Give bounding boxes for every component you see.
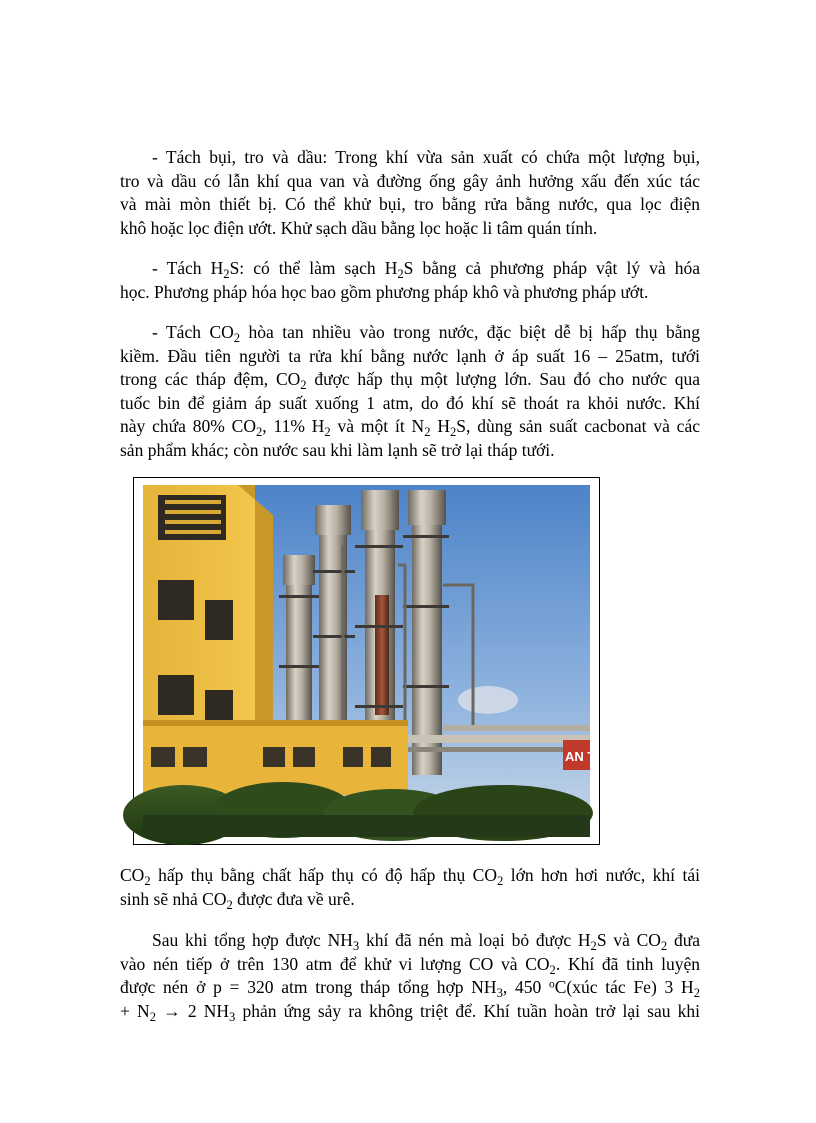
text-line: - Tách bụi, tro và dầu: Trong khí vừa sản xuất có chứa một lượng bụi, xyxy=(152,147,700,167)
photo-frame xyxy=(133,477,600,845)
text-line: - Tách $CO_2$ hòa tan nhiều vào trong nước, đặc biệt dễ bị hấp thụ bằng xyxy=(152,322,700,345)
text-line: học. Phương pháp hóa học bao gồm phương pháp khô và phương pháp ướt. xyxy=(120,281,649,302)
paragraph-dust-removal xyxy=(120,146,700,240)
text-line: kiềm. Đầu tiên người ta rửa khí bằng nước lạnh ở áp suất 16 – 25atm, tưới xyxy=(120,345,700,366)
text-line: tuốc bin để giảm áp suất xuống 1 atm, do đó khí sẽ thoát ra khỏi nước. Khí xyxy=(120,392,700,413)
text-line: khô hoặc lọc điện ướt. Khử sạch dầu bằng lọc hoặc li tâm quán tính. xyxy=(120,217,598,238)
text-line: tro và dầu có lẫn khí qua van và đường ống gây ảnh hưởng xấu đến xúc tác xyxy=(120,170,700,191)
text-line: vào nén tiếp ở trên 130 atm để khử vi lượng CO và $CO_2$. Khí đã tinh luyện xyxy=(120,953,700,977)
paragraph-co2-absorption xyxy=(120,864,700,911)
text-line: Sau khi tổng hợp được $NH_3$ khí đã nén mà loại bỏ được $H_2S$ và $CO_2$ đưa xyxy=(152,930,700,953)
sign-text: AN T xyxy=(565,749,596,764)
industrial-plant-photo xyxy=(143,485,596,837)
text-line: sản phẩm khác; còn nước sau khi làm lạnh sẽ trở lại tháp tưới. xyxy=(120,439,555,460)
text-line: trong các tháp đệm, $CO_2$ được hấp thụ một lượng lớn. Sau đó cho nước qua xyxy=(120,369,701,392)
text-line: được nén ở p = 320 atm trong tháp tổng hợp $NH_3$, 450 $^o$C(xúc tác Fe) 3 $H_2$ xyxy=(120,977,700,1000)
text-line: + $N_2 \to 2$ $NH_3$ phản ứng sảy ra không triệt để. Khí tuần hoàn trở lại sau khi xyxy=(120,1000,700,1024)
text-line: sinh sẽ nhả $CO_2$ được đưa về urê. xyxy=(120,888,355,912)
text-line: - Tách $H_2S$: có thể làm sạch $H_2S$ bằng cả phương pháp vật lý và hóa xyxy=(152,258,700,281)
text-line: này chứa 80% $CO_2$, 11% $H_2$ và một ít $N_2$ $H_2S$, dùng sản suất cacbonat và các xyxy=(120,416,700,439)
text-line: và mài mòn thiết bị. Có thể khử bụi, tro bằng rửa bằng nước, qua lọc điện xyxy=(120,194,700,214)
paragraph-co2-removal xyxy=(120,321,700,462)
text-line: $CO_2$ hấp thụ bằng chất hấp thụ có độ hấp thụ $CO_2$ lớn hơn hơi nước, khí tái xyxy=(120,865,700,888)
paragraph-h2s-removal xyxy=(120,257,700,304)
paragraph-nh3-synthesis xyxy=(120,929,700,1023)
